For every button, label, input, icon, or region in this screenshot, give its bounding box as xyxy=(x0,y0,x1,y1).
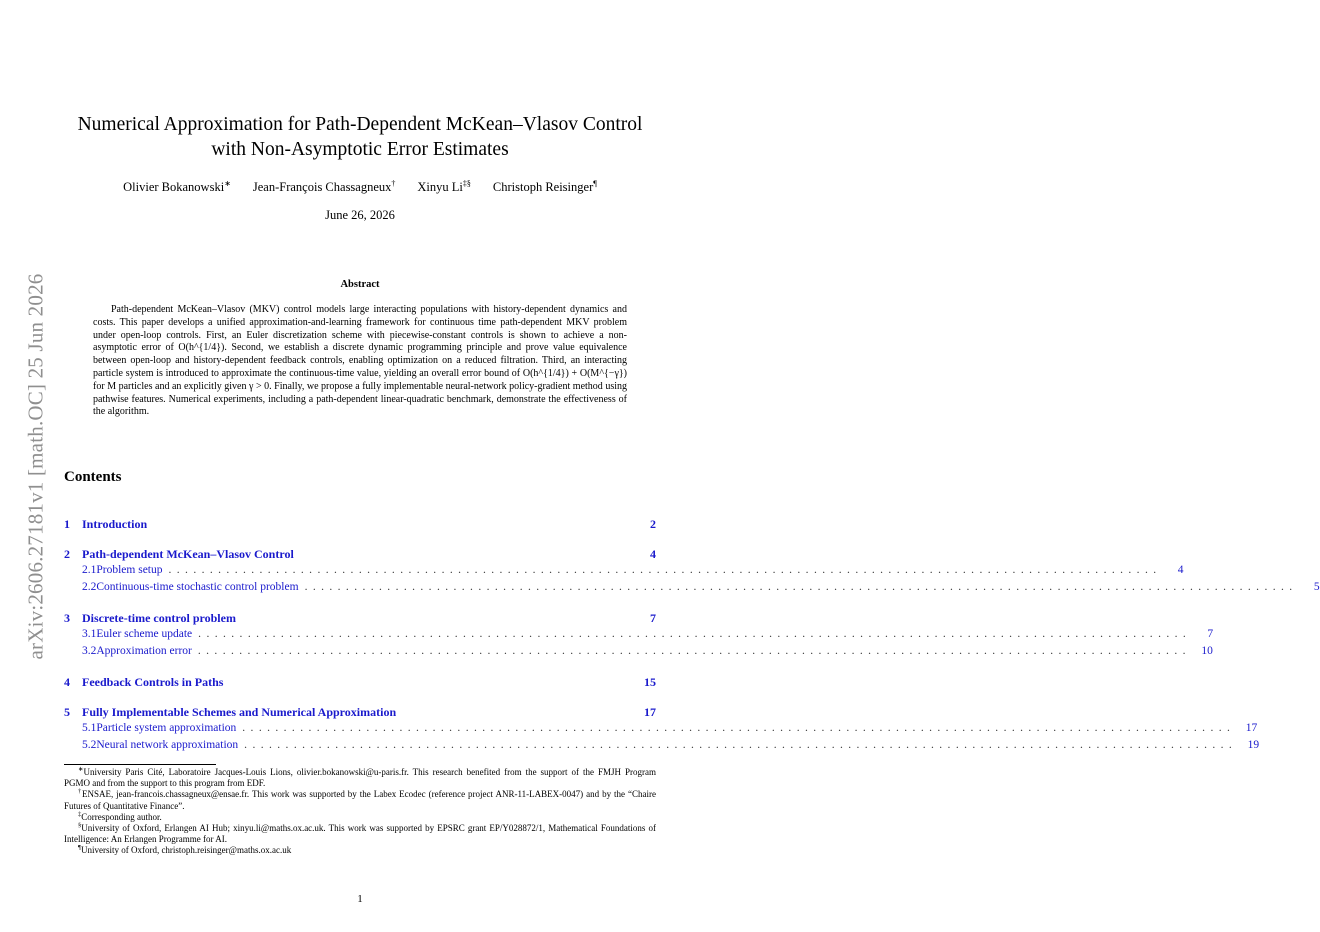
footnote xyxy=(64,789,656,811)
toc-title: Euler scheme update xyxy=(96,628,193,640)
abstract-text: Path-dependent McKean–Vlasov (MKV) control models large interacting populations with history-dependent dynamics and costs. This paper develops a unified approximation-and-learning framework for continuous time path-dependent MKV problem under open-loop controls. First, an Euler discretization scheme with piecewise-constant controls is shown to achieve a non-asymptotic error of O(h^{1/4}). Second, we establish a discrete dynamic programming principle and prove value equivalence between open-loop and history-dependent feedback controls, enabling optimization on a reduced filtration. Third, an interacting particle system is introduced to approximate the continuous-time value, yielding an overall error bound of O(h^{1/4}) + O(M^{−γ}) for M particles and an explicitly given γ > 0. Finally, we propose a fully implementable neural-network policy-gradient method using pathwise features. Numerical experiments, including a path-dependent linear-quadratic benchmark, demonstrate the effectiveness of the algorithm. xyxy=(93,304,627,418)
toc-number: 2 xyxy=(64,547,70,561)
footnote-text: Corresponding author. xyxy=(81,811,162,822)
toc-subsection-link[interactable] xyxy=(64,722,1258,738)
toc-section-link[interactable] xyxy=(64,547,656,563)
toc-page-number: 10 xyxy=(1201,645,1213,657)
abstract-heading: Abstract xyxy=(340,279,380,290)
toc-section-link[interactable] xyxy=(64,611,656,627)
author-footnote-mark: ‡§ xyxy=(462,178,471,188)
toc-section-link[interactable] xyxy=(64,675,656,691)
footnote-mark: ‡ xyxy=(78,810,82,818)
toc-title: Problem setup xyxy=(96,564,163,576)
toc-subsection-link[interactable] xyxy=(64,581,1320,597)
page-number: 1 xyxy=(357,893,363,905)
toc-title: Fully Implementable Schemes and Numerical Approximation xyxy=(82,705,397,719)
toc-subsection-link[interactable] xyxy=(64,564,1184,580)
toc-dot-leader: ........................................................................................................................ xyxy=(198,628,1192,640)
footnote xyxy=(64,823,656,845)
author-name: Christoph Reisinger xyxy=(492,180,594,194)
toc-page-number: 5 xyxy=(1313,581,1320,593)
publication-date: June 26, 2026 xyxy=(325,208,395,222)
toc-subsection-link[interactable] xyxy=(64,739,1260,755)
author-footnote-mark: ∗ xyxy=(224,178,231,188)
toc-page-number: 4 xyxy=(650,547,656,561)
toc-page-number: 7 xyxy=(650,611,656,625)
toc-title: Continuous-time stochastic control problem xyxy=(96,581,299,593)
author-name: Jean-François Chassagneux xyxy=(252,180,392,194)
toc-title: Path-dependent McKean–Vlasov Control xyxy=(82,547,294,561)
footnote-mark: ¶ xyxy=(78,844,81,852)
author xyxy=(253,180,396,195)
footnotes xyxy=(64,767,656,857)
arxiv-stamp xyxy=(20,248,52,684)
author-list xyxy=(60,180,660,195)
footnote-text: ENSAE, jean-francois.chassagneux@ensae.fr. This work was supported by the Labex Ecodec (reference project ANR-11-LABEX-0047) and by the “Chaire Futures of Quantitative Finance”. xyxy=(64,789,656,811)
toc-number: 1 xyxy=(64,517,70,531)
toc-section-link[interactable] xyxy=(64,705,656,721)
toc-title: Feedback Controls in Paths xyxy=(82,675,224,689)
toc-dot-leader: ........................................................................................................................ xyxy=(242,722,1236,734)
author-footnote-mark: † xyxy=(391,178,396,188)
toc-dot-leader: ........................................................................................................................ xyxy=(168,564,1162,576)
footnote-mark: § xyxy=(78,822,82,830)
footnote-mark: ∗ xyxy=(78,766,84,773)
contents-heading: Contents xyxy=(64,469,122,485)
toc-dot-leader: ........................................................................................................................ xyxy=(197,645,1191,657)
footnote-text: University of Oxford, Erlangen AI Hub; xinyu.li@maths.ox.ac.uk. This work was supported by EPSRC grant EP/Y028872/1, Mathematical Foundations of Intelligence: An Erlangen Programme for AI. xyxy=(64,823,656,845)
footnote-rule xyxy=(64,764,216,765)
toc-title: Particle system approximation xyxy=(96,722,237,734)
toc-subsection-link[interactable] xyxy=(64,628,1214,644)
toc-dot-leader: ........................................................................................................................ xyxy=(244,739,1238,751)
toc-number: 2.2 xyxy=(82,581,97,593)
toc-title: Introduction xyxy=(82,517,148,531)
toc-number: 3.1 xyxy=(82,628,97,640)
toc-number: 4 xyxy=(64,675,70,689)
toc-page-number: 4 xyxy=(1177,564,1184,576)
arxiv-identifier: arXiv:2606.27181v1 [math.OC] 25 Jun 2026 xyxy=(23,273,48,659)
toc-title: Neural network approximation xyxy=(96,739,239,751)
toc-number: 5.1 xyxy=(82,722,97,734)
paper-title xyxy=(60,112,660,162)
title-line-2: with Non-Asymptotic Error Estimates xyxy=(211,139,509,160)
toc-number: 5.2 xyxy=(82,739,97,751)
toc-page-number: 15 xyxy=(644,675,656,689)
footnote xyxy=(64,767,656,789)
toc-page-number: 7 xyxy=(1207,628,1214,640)
toc-page-number: 17 xyxy=(1245,722,1258,734)
author-name: Xinyu Li xyxy=(417,180,463,194)
footnote-text: University Paris Cité, Laboratoire Jacques-Louis Lions, olivier.bokanowski@u-paris.fr. This research benefited from the support of the FMJH Program PGMO and from the support to this program from EDF. xyxy=(64,767,656,789)
toc-section-link[interactable] xyxy=(64,517,656,533)
toc-number: 3 xyxy=(64,611,70,625)
author xyxy=(493,180,597,195)
footnote xyxy=(64,845,656,856)
toc-page-number: 2 xyxy=(650,517,656,531)
author xyxy=(417,180,470,195)
toc-number: 2.1 xyxy=(82,564,97,576)
toc-title: Approximation error xyxy=(96,645,192,657)
footnote xyxy=(64,812,656,823)
author-name: Olivier Bokanowski xyxy=(123,180,225,194)
footnote-text: University of Oxford, christoph.reisinger@maths.ox.ac.uk xyxy=(80,845,292,856)
toc-page-number: 17 xyxy=(644,705,656,719)
toc-page-number: 19 xyxy=(1247,739,1260,751)
author xyxy=(123,180,231,195)
toc-number: 5 xyxy=(64,705,70,719)
author-footnote-mark: ¶ xyxy=(593,178,597,188)
toc-dot-leader: ........................................................................................................................ xyxy=(304,581,1298,593)
footnote-mark: † xyxy=(78,788,82,796)
toc-number: 3.2 xyxy=(82,645,97,657)
toc-title: Discrete-time control problem xyxy=(82,611,236,625)
toc-subsection-link[interactable] xyxy=(64,645,1213,661)
title-line-1: Numerical Approximation for Path-Dependent McKean–Vlasov Control xyxy=(77,114,643,135)
